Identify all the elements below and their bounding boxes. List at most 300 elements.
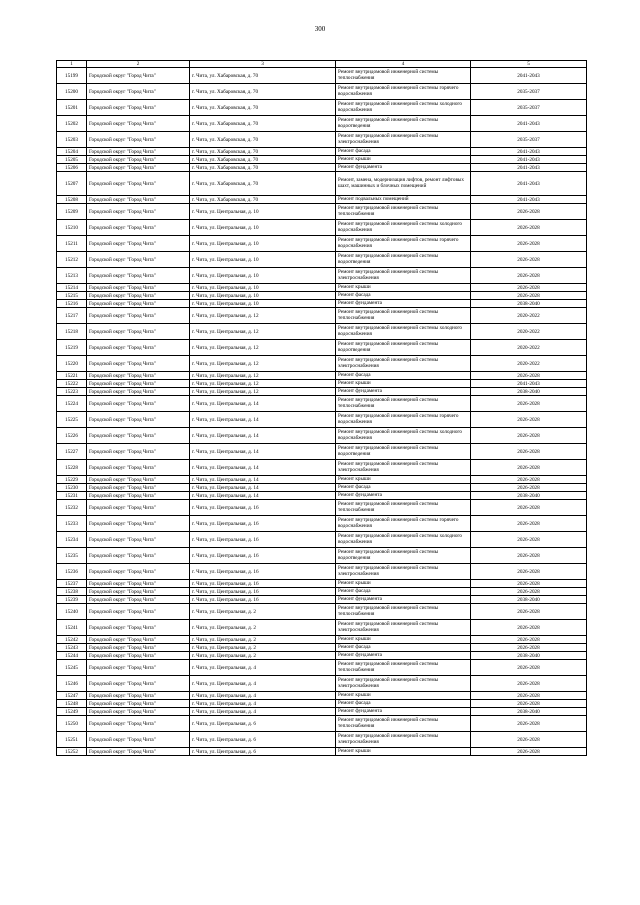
municipality-cell: Городской округ "Город Чита"	[87, 380, 190, 388]
period-cell: 2026-2028	[471, 700, 587, 708]
period-cell: 2041-2043	[471, 164, 587, 172]
table-row	[57, 620, 587, 636]
table-row	[57, 428, 587, 444]
work-type-cell: Ремонт внутридомовой инженерной системы электроснабжения	[336, 460, 471, 476]
work-type-cell: Ремонт фасада	[336, 292, 471, 300]
work-type-cell: Ремонт внутридомовой инженерной системы теплоснабжения	[336, 396, 471, 412]
period-cell: 2041-2043	[471, 380, 587, 388]
table-row	[57, 380, 587, 388]
row-number: 15219	[57, 340, 87, 356]
row-number: 15201	[57, 100, 87, 116]
work-type-cell: Ремонт фундамента	[336, 652, 471, 660]
table-row	[57, 596, 587, 604]
row-number: 15231	[57, 492, 87, 500]
row-number: 15230	[57, 484, 87, 492]
municipality-cell: Городской округ "Город Чита"	[87, 596, 190, 604]
row-number: 15247	[57, 692, 87, 700]
row-number: 15229	[57, 476, 87, 484]
period-cell: 2041-2043	[471, 68, 587, 84]
period-cell: 2026-2028	[471, 644, 587, 652]
table-row	[57, 300, 587, 308]
work-type-cell: Ремонт фасада	[336, 644, 471, 652]
row-number: 15223	[57, 388, 87, 396]
column-number-row	[57, 61, 587, 68]
period-cell: 2026-2028	[471, 692, 587, 700]
work-type-cell: Ремонт крыши	[336, 748, 471, 756]
table-row	[57, 100, 587, 116]
address-cell: г. Чита, ул. Центральная, д. 16	[190, 580, 336, 588]
period-cell: 2026-2028	[471, 532, 587, 548]
municipality-cell: Городской округ "Город Чита"	[87, 444, 190, 460]
address-cell: г. Чита, ул. Центральная, д. 10	[190, 236, 336, 252]
period-cell: 2038-2040	[471, 596, 587, 604]
address-cell: г. Чита, ул. Центральная, д. 10	[190, 300, 336, 308]
period-cell: 2026-2028	[471, 732, 587, 748]
work-type-cell: Ремонт внутридомовой инженерной системы водоотведения	[336, 252, 471, 268]
row-number: 15220	[57, 356, 87, 372]
table-row	[57, 340, 587, 356]
municipality-cell: Городской округ "Город Чита"	[87, 652, 190, 660]
period-cell: 2026-2028	[471, 580, 587, 588]
work-type-cell: Ремонт внутридомовой инженерной системы теплоснабжения	[336, 308, 471, 324]
table-row	[57, 716, 587, 732]
table-row	[57, 660, 587, 676]
period-cell: 2026-2028	[471, 676, 587, 692]
municipality-cell: Городской округ "Город Чита"	[87, 148, 190, 156]
work-type-cell: Ремонт фундамента	[336, 596, 471, 604]
row-number: 15243	[57, 644, 87, 652]
address-cell: г. Чита, ул. Хабаровская, д. 70	[190, 172, 336, 196]
address-cell: г. Чита, ул. Центральная, д. 10	[190, 292, 336, 300]
municipality-cell: Городской округ "Город Чита"	[87, 476, 190, 484]
municipality-cell: Городской округ "Город Чита"	[87, 660, 190, 676]
table-row	[57, 172, 587, 196]
work-type-cell: Ремонт крыши	[336, 284, 471, 292]
address-cell: г. Чита, ул. Центральная, д. 14	[190, 412, 336, 428]
municipality-cell: Городской округ "Город Чита"	[87, 372, 190, 380]
period-cell: 2026-2028	[471, 548, 587, 564]
work-type-cell: Ремонт фасада	[336, 484, 471, 492]
municipality-cell: Городской округ "Город Чита"	[87, 492, 190, 500]
period-cell: 2026-2028	[471, 412, 587, 428]
column-number: 1	[57, 61, 87, 68]
address-cell: г. Чита, ул. Центральная, д. 14	[190, 492, 336, 500]
address-cell: г. Чита, ул. Центральная, д. 12	[190, 380, 336, 388]
municipality-cell: Городской округ "Город Чита"	[87, 692, 190, 700]
table-row	[57, 116, 587, 132]
period-cell: 2041-2043	[471, 156, 587, 164]
address-cell: г. Чита, ул. Центральная, д. 2	[190, 636, 336, 644]
address-cell: г. Чита, ул. Центральная, д. 12	[190, 324, 336, 340]
table-row	[57, 636, 587, 644]
period-cell: 2035-2037	[471, 132, 587, 148]
period-cell: 2026-2028	[471, 500, 587, 516]
work-type-cell: Ремонт крыши	[336, 476, 471, 484]
work-type-cell: Ремонт внутридомовой инженерной системы холодного водоснабжения	[336, 428, 471, 444]
work-type-cell: Ремонт внутридомовой инженерной системы холодного водоснабжения	[336, 324, 471, 340]
work-type-cell: Ремонт внутридомовой инженерной системы электроснабжения	[336, 132, 471, 148]
table-row	[57, 196, 587, 204]
row-number: 15241	[57, 620, 87, 636]
address-cell: г. Чита, ул. Хабаровская, д. 70	[190, 164, 336, 172]
period-cell: 2035-2037	[471, 84, 587, 100]
period-cell: 2020-2022	[471, 308, 587, 324]
address-cell: г. Чита, ул. Центральная, д. 14	[190, 396, 336, 412]
row-number: 15238	[57, 588, 87, 596]
row-number: 15242	[57, 636, 87, 644]
period-cell: 2026-2028	[471, 636, 587, 644]
municipality-cell: Городской округ "Город Чита"	[87, 356, 190, 372]
row-number: 15215	[57, 292, 87, 300]
address-cell: г. Чита, ул. Центральная, д. 6	[190, 716, 336, 732]
row-number: 15203	[57, 132, 87, 148]
work-type-cell: Ремонт подвальных помещений	[336, 196, 471, 204]
period-cell: 2026-2028	[471, 516, 587, 532]
work-type-cell: Ремонт внутридомовой инженерной системы теплоснабжения	[336, 68, 471, 84]
table-row	[57, 604, 587, 620]
row-number: 15216	[57, 300, 87, 308]
row-number: 15214	[57, 284, 87, 292]
work-type-cell: Ремонт внутридомовой инженерной системы электроснабжения	[336, 356, 471, 372]
table-row	[57, 284, 587, 292]
row-number: 15225	[57, 412, 87, 428]
period-cell: 2038-2040	[471, 300, 587, 308]
table-row	[57, 164, 587, 172]
period-cell: 2026-2028	[471, 252, 587, 268]
work-type-cell: Ремонт внутридомовой инженерной системы горячего водоснабжения	[336, 412, 471, 428]
row-number: 15246	[57, 676, 87, 692]
address-cell: г. Чита, ул. Центральная, д. 4	[190, 700, 336, 708]
table-row	[57, 204, 587, 220]
table-row	[57, 372, 587, 380]
address-cell: г. Чита, ул. Центральная, д. 12	[190, 340, 336, 356]
period-cell: 2026-2028	[471, 284, 587, 292]
address-cell: г. Чита, ул. Центральная, д. 16	[190, 596, 336, 604]
municipality-cell: Городской округ "Город Чита"	[87, 204, 190, 220]
address-cell: г. Чита, ул. Центральная, д. 10	[190, 220, 336, 236]
table-row	[57, 652, 587, 660]
table-row	[57, 532, 587, 548]
table-row	[57, 476, 587, 484]
row-number: 15245	[57, 660, 87, 676]
municipality-cell: Городской округ "Город Чита"	[87, 68, 190, 84]
period-cell: 2035-2037	[471, 100, 587, 116]
work-type-cell: Ремонт внутридомовой инженерной системы холодного водоснабжения	[336, 100, 471, 116]
row-number: 15237	[57, 580, 87, 588]
table-row	[57, 444, 587, 460]
municipality-cell: Городской округ "Город Чита"	[87, 676, 190, 692]
table-row	[57, 308, 587, 324]
address-cell: г. Чита, ул. Центральная, д. 2	[190, 604, 336, 620]
address-cell: г. Чита, ул. Центральная, д. 6	[190, 732, 336, 748]
row-number: 15221	[57, 372, 87, 380]
period-cell: 2026-2028	[471, 268, 587, 284]
municipality-cell: Городской округ "Город Чита"	[87, 388, 190, 396]
table-row	[57, 692, 587, 700]
work-type-cell: Ремонт внутридомовой инженерной системы горячего водоснабжения	[336, 236, 471, 252]
address-cell: г. Чита, ул. Центральная, д. 14	[190, 476, 336, 484]
municipality-cell: Городской округ "Город Чита"	[87, 604, 190, 620]
row-number: 15202	[57, 116, 87, 132]
municipality-cell: Городской округ "Город Чита"	[87, 732, 190, 748]
work-type-cell: Ремонт крыши	[336, 692, 471, 700]
address-cell: г. Чита, ул. Центральная, д. 16	[190, 516, 336, 532]
period-cell: 2026-2028	[471, 484, 587, 492]
municipality-cell: Городской округ "Город Чита"	[87, 564, 190, 580]
address-cell: г. Чита, ул. Центральная, д. 10	[190, 284, 336, 292]
period-cell: 2041-2043	[471, 148, 587, 156]
period-cell: 2020-2022	[471, 324, 587, 340]
period-cell: 2026-2028	[471, 396, 587, 412]
table-row	[57, 460, 587, 476]
period-cell: 2026-2028	[471, 292, 587, 300]
address-cell: г. Чита, ул. Центральная, д. 12	[190, 356, 336, 372]
period-cell: 2026-2028	[471, 716, 587, 732]
municipality-cell: Городской округ "Город Чита"	[87, 252, 190, 268]
period-cell: 2026-2028	[471, 660, 587, 676]
work-type-cell: Ремонт внутридомовой инженерной системы холодного водоснабжения	[336, 532, 471, 548]
address-cell: г. Чита, ул. Центральная, д. 10	[190, 204, 336, 220]
table-row	[57, 388, 587, 396]
table-row	[57, 516, 587, 532]
column-number: 2	[87, 61, 190, 68]
row-number: 15204	[57, 148, 87, 156]
work-type-cell: Ремонт внутридомовой инженерной системы теплоснабжения	[336, 604, 471, 620]
table-row	[57, 356, 587, 372]
address-cell: г. Чита, ул. Центральная, д. 14	[190, 444, 336, 460]
municipality-cell: Городской округ "Город Чита"	[87, 588, 190, 596]
municipality-cell: Городской округ "Город Чита"	[87, 428, 190, 444]
work-type-cell: Ремонт внутридомовой инженерной системы горячего водоснабжения	[336, 84, 471, 100]
address-cell: г. Чита, ул. Центральная, д. 12	[190, 372, 336, 380]
municipality-cell: Городской округ "Город Чита"	[87, 172, 190, 196]
address-cell: г. Чита, ул. Центральная, д. 12	[190, 308, 336, 324]
address-cell: г. Чита, ул. Центральная, д. 10	[190, 252, 336, 268]
period-cell: 2026-2028	[471, 236, 587, 252]
row-number: 15250	[57, 716, 87, 732]
address-cell: г. Чита, ул. Центральная, д. 6	[190, 748, 336, 756]
address-cell: г. Чита, ул. Хабаровская, д. 70	[190, 132, 336, 148]
table-row	[57, 732, 587, 748]
address-cell: г. Чита, ул. Центральная, д. 10	[190, 268, 336, 284]
row-number: 15211	[57, 236, 87, 252]
row-number: 15252	[57, 748, 87, 756]
row-number: 15235	[57, 548, 87, 564]
address-cell: г. Чита, ул. Центральная, д. 14	[190, 428, 336, 444]
municipality-cell: Городской округ "Город Чита"	[87, 548, 190, 564]
work-type-cell: Ремонт внутридомовой инженерной системы теплоснабжения	[336, 716, 471, 732]
row-number: 15213	[57, 268, 87, 284]
municipality-cell: Городской округ "Город Чита"	[87, 300, 190, 308]
row-number: 15240	[57, 604, 87, 620]
municipality-cell: Городской округ "Город Чита"	[87, 500, 190, 516]
municipality-cell: Городской округ "Город Чита"	[87, 484, 190, 492]
table-row	[57, 588, 587, 596]
period-cell: 2026-2028	[471, 476, 587, 484]
table-row	[57, 580, 587, 588]
work-type-cell: Ремонт внутридомовой инженерной системы электроснабжения	[336, 676, 471, 692]
period-cell: 2026-2028	[471, 460, 587, 476]
table-row	[57, 268, 587, 284]
address-cell: г. Чита, ул. Центральная, д. 14	[190, 460, 336, 476]
work-type-cell: Ремонт внутридомовой инженерной системы водоотведения	[336, 116, 471, 132]
column-number: 4	[336, 61, 471, 68]
work-type-cell: Ремонт фундамента	[336, 708, 471, 716]
work-type-cell: Ремонт фундамента	[336, 388, 471, 396]
period-cell: 2041-2043	[471, 116, 587, 132]
work-type-cell: Ремонт фасада	[336, 148, 471, 156]
capital-repair-table	[56, 60, 587, 756]
table-row	[57, 548, 587, 564]
municipality-cell: Городской округ "Город Чита"	[87, 412, 190, 428]
column-number: 5	[471, 61, 587, 68]
address-cell: г. Чита, ул. Хабаровская, д. 70	[190, 156, 336, 164]
period-cell: 2020-2022	[471, 340, 587, 356]
period-cell: 2026-2028	[471, 620, 587, 636]
row-number: 15249	[57, 708, 87, 716]
period-cell: 2026-2028	[471, 372, 587, 380]
period-cell: 2026-2028	[471, 564, 587, 580]
municipality-cell: Городской округ "Город Чита"	[87, 196, 190, 204]
table-row	[57, 676, 587, 692]
page-number: 300	[314, 25, 326, 33]
table-row	[57, 396, 587, 412]
address-cell: г. Чита, ул. Хабаровская, д. 70	[190, 196, 336, 204]
municipality-cell: Городской округ "Город Чита"	[87, 460, 190, 476]
row-number: 15200	[57, 84, 87, 100]
row-number: 15206	[57, 164, 87, 172]
table-row	[57, 644, 587, 652]
address-cell: г. Чита, ул. Хабаровская, д. 70	[190, 100, 336, 116]
row-number: 15222	[57, 380, 87, 388]
row-number: 15248	[57, 700, 87, 708]
row-number: 15227	[57, 444, 87, 460]
address-cell: г. Чита, ул. Центральная, д. 4	[190, 708, 336, 716]
work-type-cell: Ремонт внутридомовой инженерной системы теплоснабжения	[336, 204, 471, 220]
work-type-cell: Ремонт внутридомовой инженерной системы электроснабжения	[336, 564, 471, 580]
row-number: 15234	[57, 532, 87, 548]
row-number: 15232	[57, 500, 87, 516]
table-row	[57, 132, 587, 148]
row-number: 15218	[57, 324, 87, 340]
work-type-cell: Ремонт внутридомовой инженерной системы холодного водоснабжения	[336, 220, 471, 236]
municipality-cell: Городской округ "Город Чита"	[87, 116, 190, 132]
municipality-cell: Городской округ "Город Чита"	[87, 236, 190, 252]
municipality-cell: Городской округ "Город Чита"	[87, 156, 190, 164]
municipality-cell: Городской округ "Город Чита"	[87, 620, 190, 636]
municipality-cell: Городской округ "Город Чита"	[87, 324, 190, 340]
municipality-cell: Городской округ "Город Чита"	[87, 716, 190, 732]
work-type-cell: Ремонт фундамента	[336, 300, 471, 308]
row-number: 15199	[57, 68, 87, 84]
period-cell: 2026-2028	[471, 204, 587, 220]
row-number: 15228	[57, 460, 87, 476]
municipality-cell: Городской округ "Город Чита"	[87, 308, 190, 324]
address-cell: г. Чита, ул. Центральная, д. 2	[190, 652, 336, 660]
address-cell: г. Чита, ул. Центральная, д. 4	[190, 660, 336, 676]
period-cell: 2026-2028	[471, 748, 587, 756]
municipality-cell: Городской округ "Город Чита"	[87, 100, 190, 116]
municipality-cell: Городской округ "Город Чита"	[87, 580, 190, 588]
municipality-cell: Городской округ "Город Чита"	[87, 748, 190, 756]
address-cell: г. Чита, ул. Центральная, д. 16	[190, 500, 336, 516]
table-row	[57, 148, 587, 156]
table-row	[57, 292, 587, 300]
row-number: 15236	[57, 564, 87, 580]
period-cell: 2026-2028	[471, 220, 587, 236]
municipality-cell: Городской округ "Город Чита"	[87, 284, 190, 292]
municipality-cell: Городской округ "Город Чита"	[87, 700, 190, 708]
municipality-cell: Городской округ "Город Чита"	[87, 636, 190, 644]
address-cell: г. Чита, ул. Центральная, д. 4	[190, 692, 336, 700]
table-row	[57, 220, 587, 236]
row-number: 15224	[57, 396, 87, 412]
address-cell: г. Чита, ул. Центральная, д. 2	[190, 620, 336, 636]
work-type-cell: Ремонт внутридомовой инженерной системы электроснабжения	[336, 732, 471, 748]
work-type-cell: Ремонт фасада	[336, 372, 471, 380]
table-row	[57, 700, 587, 708]
work-type-cell: Ремонт фундамента	[336, 492, 471, 500]
address-cell: г. Чита, ул. Центральная, д. 4	[190, 676, 336, 692]
table-row	[57, 68, 587, 84]
work-type-cell: Ремонт крыши	[336, 380, 471, 388]
municipality-cell: Городской округ "Город Чита"	[87, 292, 190, 300]
address-cell: г. Чита, ул. Центральная, д. 16	[190, 548, 336, 564]
address-cell: г. Чита, ул. Хабаровская, д. 70	[190, 148, 336, 156]
municipality-cell: Городской округ "Город Чита"	[87, 516, 190, 532]
row-number: 15205	[57, 156, 87, 164]
work-type-cell: Ремонт фасада	[336, 700, 471, 708]
work-type-cell: Ремонт крыши	[336, 580, 471, 588]
work-type-cell: Ремонт внутридомовой инженерной системы водоотведения	[336, 340, 471, 356]
table-row	[57, 708, 587, 716]
work-type-cell: Ремонт внутридомовой инженерной системы теплоснабжения	[336, 660, 471, 676]
row-number: 15208	[57, 196, 87, 204]
address-cell: г. Чита, ул. Центральная, д. 16	[190, 564, 336, 580]
table-row	[57, 252, 587, 268]
period-cell: 2038-2040	[471, 652, 587, 660]
address-cell: г. Чита, ул. Центральная, д. 16	[190, 532, 336, 548]
address-cell: г. Чита, ул. Хабаровская, д. 70	[190, 84, 336, 100]
table-row	[57, 484, 587, 492]
table-row	[57, 492, 587, 500]
municipality-cell: Городской округ "Город Чита"	[87, 132, 190, 148]
work-type-cell: Ремонт, замена, модернизация лифтов, ремонт лифтовых шахт, машинных и блочных помещений	[336, 172, 471, 196]
work-type-cell: Ремонт крыши	[336, 156, 471, 164]
address-cell: г. Чита, ул. Центральная, д. 12	[190, 388, 336, 396]
column-number: 3	[190, 61, 336, 68]
municipality-cell: Городской округ "Город Чита"	[87, 164, 190, 172]
address-cell: г. Чита, ул. Центральная, д. 16	[190, 588, 336, 596]
work-type-cell: Ремонт внутридомовой инженерной системы горячего водоснабжения	[336, 516, 471, 532]
period-cell: 2038-2040	[471, 388, 587, 396]
address-cell: г. Чита, ул. Центральная, д. 14	[190, 484, 336, 492]
table-row	[57, 84, 587, 100]
work-type-cell: Ремонт крыши	[336, 636, 471, 644]
work-type-cell: Ремонт внутридомовой инженерной системы водоотведения	[336, 548, 471, 564]
period-cell: 2020-2022	[471, 356, 587, 372]
municipality-cell: Городской округ "Город Чита"	[87, 644, 190, 652]
municipality-cell: Городской округ "Город Чита"	[87, 340, 190, 356]
address-cell: г. Чита, ул. Центральная, д. 2	[190, 644, 336, 652]
row-number: 15244	[57, 652, 87, 660]
table-row	[57, 236, 587, 252]
work-type-cell: Ремонт внутридомовой инженерной системы электроснабжения	[336, 620, 471, 636]
period-cell: 2026-2028	[471, 428, 587, 444]
address-cell: г. Чита, ул. Хабаровская, д. 70	[190, 116, 336, 132]
period-cell: 2026-2028	[471, 444, 587, 460]
table-row	[57, 156, 587, 164]
